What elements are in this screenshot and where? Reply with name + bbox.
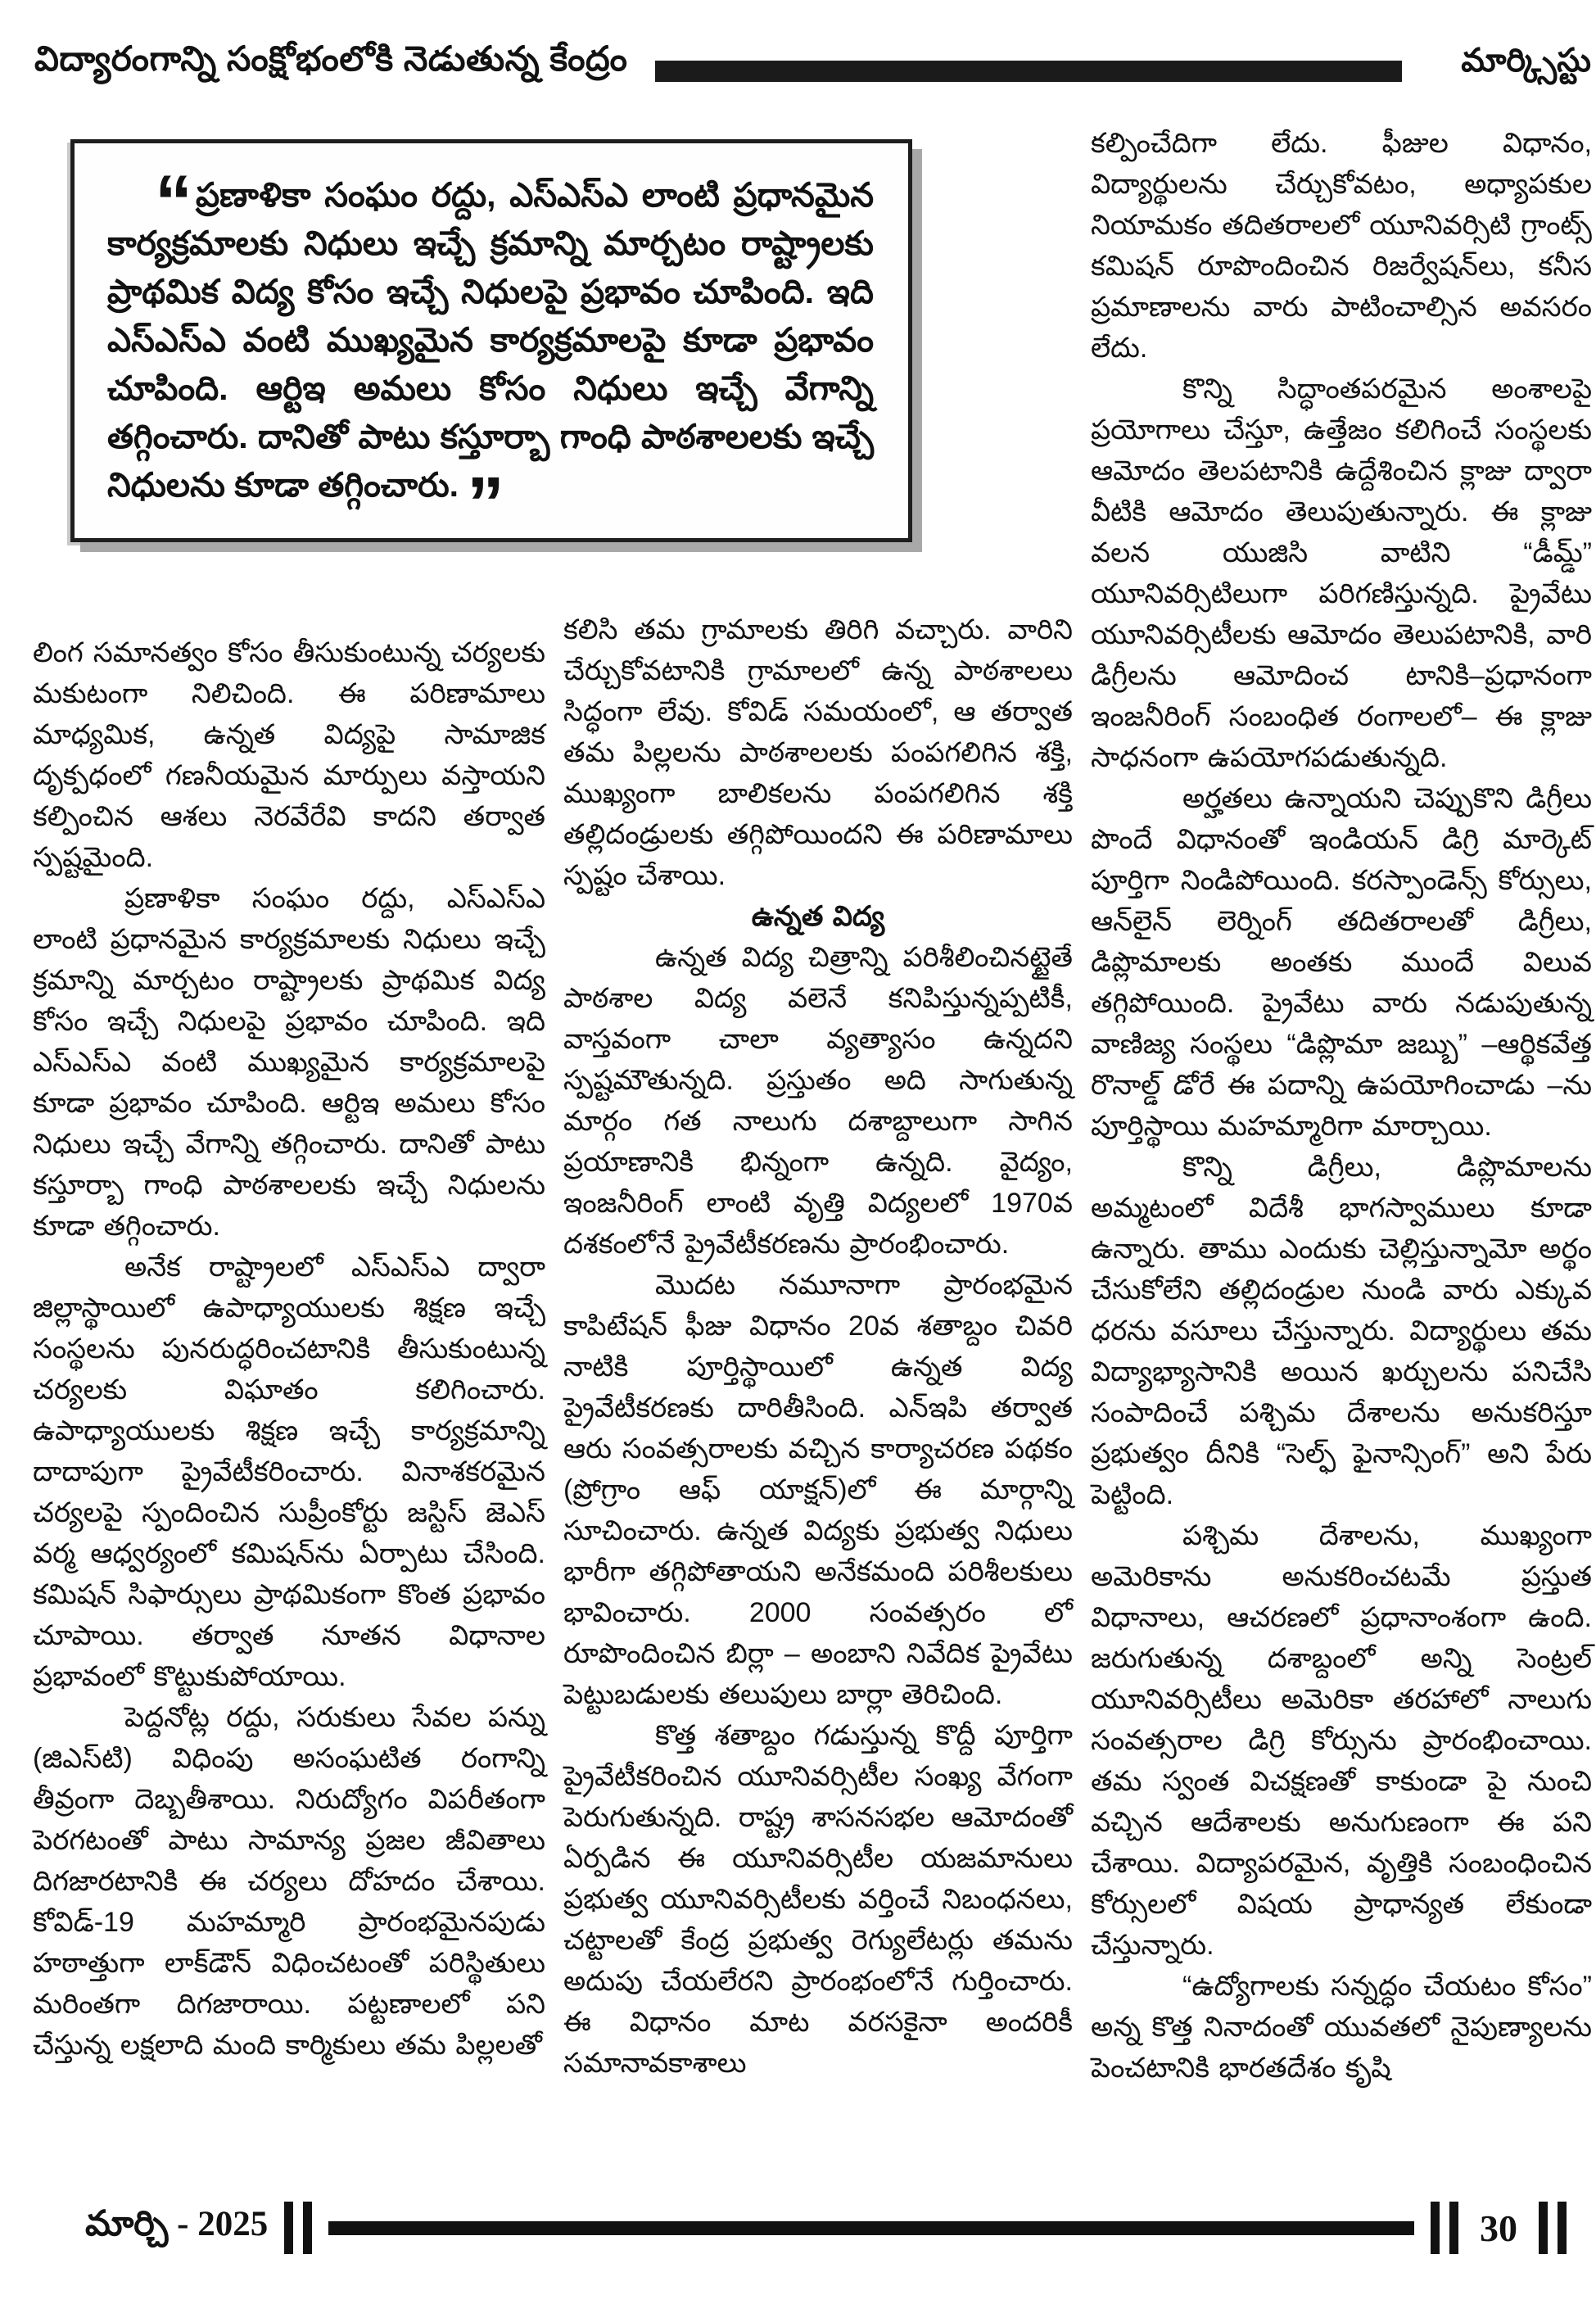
paragraph: లింగ సమానత్వం కోసం తీసుకుంటున్న చర్యలకు మకుటంగా నిలిచింది. ఈ పరిణామాలు మాధ్యమిక, ఉన్నత విద్యపై సామాజిక దృక్పధంలో గణనీయమైన మార్పులు వస్తాయని కల్పించిన ఆశలు నెరవేరేవి కాదని తర్వాత స్పష్టమైంది.	[33, 637, 545, 873]
magazine-name: మార్క్సిస్టు	[1461, 43, 1591, 79]
footer-rule	[328, 2221, 1414, 2235]
text-column-3	[1091, 123, 1592, 2089]
paragraph: మొదట నమూనాగా ప్రారంభమైన కాపిటేషన్ ఫీజు విధానం 20వ శతాబ్దం చివరి నాటికి పూర్తిస్థాయిలో ఉన్నత విద్య ప్రైవేటీకరణకు దారితీసింది. ఎన్‌ఇపి తర్వాత ఆరు సంవత్సరాలకు వచ్చిన కార్యాచరణ పథకం (ప్రోగ్రాం ఆఫ్ యాక్షన్)లో ఈ మార్గాన్ని సూచించారు. ఉన్నత విద్యకు ప్రభుత్వ నిధులు భారీగా తగ్గిపోతాయని అనేకమంది పరిశీలకులు భావించారు. 2000 సంవత్సరం లో రూపొందించిన బిర్లా – అంబాని నివేదిక ప్రైవేటు పెట్టుబడులకు తలుపులు బార్లా తెరిచింది.	[563, 1270, 1073, 1710]
paragraph: పశ్చిమ దేశాలను, ముఖ్యంగా అమెరికాను అనుకరించటమే ప్రస్తుత విధానాలు, ఆచరణలో ప్రధానాంశంగా ఉంది. జరుగుతున్న దశాబ్దంలో అన్ని సెంట్రల్ యూనివర్సిటీలు అమెరికా తరహాలో నాలుగు సంవత్సరాల డిగ్రి కోర్సును ప్రారంభించాయి. తమ స్వంత విచక్షణతో కాకుండా పై నుంచి వచ్చిన ఆదేశాలకు అనుగుణంగా ఈ పని చేశాయి. విద్యాపరమైన, వృత్తికి సంబంధించిన కోర్సులలో విషయ ప్రాధాన్యత లేకుండా చేస్తున్నారు.	[1091, 1520, 1592, 1961]
text-column-2	[563, 609, 1073, 2084]
paragraph: “ఉద్యోగాలకు సన్నద్ధం చేయటం కోసం” అన్న కొత్త నినాదంతో యువతలో నైపుణ్యాలను పెంచటానికి భారతదేశం కృషి	[1091, 1971, 1592, 2084]
pull-quote-body: ప్రణాళికా సంఘం రద్దు, ఎస్ఎస్ఎ లాంటి ప్రధానమైన కార్యక్రమాలకు నిధులు ఇచ్చే క్రమాన్ని మార్చటం రాష్ట్రాలకు ప్రాథమిక విద్య కోసం ఇచ్చే నిధులపై ప్రభావం చూపింది. ఇది ఎస్ఎస్ఎ వంటి ముఖ్యమైన కార్యక్రమాలపై కూడా ప్రభావం చూపింది. ఆర్టిఇ అమలు కోసం నిధులు ఇచ్చే వేగాన్ని తగ్గించారు. దానితో పాటు కస్తూర్బా గాంధి పాఠశాలలకు ఇచ్చే నిధులను కూడా తగ్గించారు.	[107, 176, 874, 504]
paragraph: ఉన్నత విద్య చిత్రాన్ని పరిశీలించినట్టైతే పాఠశాల విద్య వలెనే కనిపిస్తున్నప్పటికీ, వాస్తవంగా చాలా వ్యత్యాసం ఉన్నదని స్పష్టమౌతున్నది. ప్రస్తుతం అది సాగుతున్న మార్గం గత నాలుగు దశాబ్దాలుగా సాగిన ప్రయాణానికి భిన్నంగా ఉన్నది. వైద్యం, ఇంజనీరింగ్ లాంటి వృత్తి విద్యలలో 1970వ దశకంలోనే ప్రైవేటీకరణను ప్రారంభించారు.	[563, 942, 1073, 1260]
header-divider-bar	[655, 61, 1402, 82]
paragraph: కల్పించేదిగా లేదు. ఫీజుల విధానం, విద్యార్థులను చేర్చుకోవటం, అధ్యాపకుల నియామకం తదితరాలలో యూనివర్సిటి గ్రాంట్స్ కమిషన్ రూపొందించిన రిజర్వేషన్‌లు, కనీస ప్రమాణాలను వారు పాటించాల్సిన అవసరం లేదు.	[1091, 128, 1592, 364]
paragraph: కలిసి తమ గ్రామాలకు తిరిగి వచ్చారు. వారిని చేర్చుకోవటానికి గ్రామాలలో ఉన్న పాఠశాలలు సిద్ధంగా లేవు. కోవిడ్ సమయంలో, ఆ తర్వాత తమ పిల్లలను పాఠశాలలకు పంపగలిగిన శక్తి, ముఖ్యంగా బాలికలను పంపగలిగిన శక్తి తల్లిదండ్రులకు తగ్గిపోయిందని ఈ పరిణామాలు స్పష్టం చేశాయి.	[563, 614, 1073, 891]
paragraph: పెద్దనోట్ల రద్దు, సరుకులు సేవల పన్ను (జిఎస్‌టి) విధింపు అసంఘటిత రంగాన్ని తీవ్రంగా దెబ్బతీశాయి. నిరుద్యోగం విపరీతంగా పెరగటంతో పాటు సామాన్య ప్రజల జీవితాలు దిగజారటానికి ఈ చర్యలు దోహదం చేశాయి. కోవిడ్-19 మహమ్మారి ప్రారంభమైనపుడు హఠాత్తుగా లాక్‌డౌన్ విధించటంతో పరిస్థితులు మరింతగా దిగజారాయి. పట్టణాలలో పని చేస్తున్న లక్షలాది మంది కార్మికులు తమ పిల్లలతో	[33, 1702, 545, 2061]
pull-quote-text	[107, 161, 874, 545]
footer-divider-bars-icon	[1431, 2202, 1458, 2254]
open-quote-icon: “	[155, 161, 189, 244]
paragraph: కొత్త శతాబ్దం గడుస్తున్న కొద్దీ పూర్తిగా ప్రైవేటీకరించిన యూనివర్సిటీల సంఖ్య వేగంగా పెరుగుతున్నది. రాష్ట్ర శాసనసభల ఆమోదంతో ఏర్పడిన ఈ యూనివర్సిటీల యజమానులు ప్రభుత్వ యూనివర్సిటీలకు వర్తించే నిబంధనలు, చట్టాలతో కేంద్ర ప్రభుత్వ రెగ్యులేటర్లు తమను అదుపు చేయలేరని ప్రారంభంలోనే గుర్తించారు. ఈ విధానం మాట వరసకైనా అందరికీ సమానావకాశాలు	[563, 1720, 1073, 2079]
pull-quote-box	[70, 139, 912, 545]
footer-issue-label: మార్చి - 2025	[85, 2204, 269, 2243]
footer-divider-bars-icon	[284, 2202, 312, 2254]
page-header-title: విద్యారంగాన్ని సంక్షోభంలోకి నెడుతున్న కేంద్రం	[34, 39, 628, 78]
text-column-1	[33, 632, 545, 2066]
footer-divider-bars-icon	[1539, 2202, 1567, 2254]
paragraph: ప్రణాళికా సంఘం రద్దు, ఎస్ఎస్ఎ లాంటి ప్రధానమైన కార్యక్రమాలకు నిధులు ఇచ్చే క్రమాన్ని మార్చటం రాష్ట్రాలకు ప్రాథమిక విద్య కోసం ఇచ్చే నిధులపై ప్రభావం చూపింది. ఇది ఎస్ఎస్ఎ వంటి ముఖ్యమైన కార్యక్రమాలపై కూడా ప్రభావం చూపింది. ఆర్టిఇ అమలు కోసం నిధులు ఇచ్చే వేగాన్ని తగ్గించారు. దానితో పాటు కస్తూర్బా గాంధి పాఠశాలలకు ఇచ్చే నిధులను కూడా తగ్గించారు.	[33, 883, 545, 1242]
paragraph: కొన్ని సిద్ధాంతపరమైన అంశాలపై ప్రయోగాలు చేస్తూ, ఉత్తేజం కలిగించే సంస్థలకు ఆమోదం తెలపటానికి ఉద్దేశించిన క్లాజు ద్వారా వీటికి ఆమోదం తెలుపుతున్నారు. ఈ క్లాజు వలన యుజిసి వాటిని “డీమ్డ్” యూనివర్సిటిలుగా పరిగణిస్తున్నది. ప్రైవేటు యూనివర్సిటీలకు ఆమోదం తెలుపటానికి, వారి డిగ్రీలను ఆమోదించ టానికి–ప్రధానంగా ఇంజనీరింగ్ సంబంధిత రంగాలలో– ఈ క్లాజు సాధనంగా ఉపయోగపడుతున్నది.	[1091, 373, 1592, 773]
page-number: 30	[1480, 2207, 1517, 2249]
close-quote-icon: ”	[467, 462, 502, 545]
section-heading: ఉన్నత విద్య	[751, 901, 885, 932]
paragraph: అర్హతలు ఉన్నాయని చెప్పుకొని డిగ్రీలు పొందే విధానంతో ఇండియన్ డిగ్రి మార్కెట్ పూర్తిగా నిండిపోయింది. కరస్పాండెన్స్ కోర్సులు, ఆన్‌లైన్ లెర్నింగ్ తదితరాలతో డిగ్రీలు, డిప్లొమాలకు అంతకు ముందే విలువ తగ్గిపోయింది. ప్రైవేటు వారు నడుపుతున్న వాణిజ్య సంస్థలు “డిప్లొమా జబ్బు” –ఆర్థికవేత్త రొనాల్డ్ డోరే ఈ పదాన్ని ఉపయోగించాడు –ను పూర్తిస్థాయి మహమ్మారిగా మార్చాయి.	[1091, 783, 1592, 1142]
paragraph: అనేక రాష్ట్రాలలో ఎస్ఎస్ఎ ద్వారా జిల్లాస్థాయిలో ఉపాధ్యాయులకు శిక్షణ ఇచ్చే సంస్థలను పునరుద్ధరించటానికి తీసుకుంటున్న చర్యలకు విఘాతం కలిగించారు. ఉపాధ్యాయులకు శిక్షణ ఇచ్చే కార్యక్రమాన్ని దాదాపుగా ప్రైవేటీకరించారు. వినాశకరమైన చర్యలపై స్పందించిన సుప్రీంకోర్టు జస్టిస్ జెఎస్ వర్మ ఆధ్వర్యంలో కమిషన్‌ను ఏర్పాటు చేసింది. కమిషన్ సిఫార్సులు ప్రాథమికంగా కొంత ప్రభావం చూపాయి. తర్వాత నూతన విధానాల ప్రభావంలో కొట్టుకుపోయాయి.	[33, 1252, 545, 1692]
page-footer	[85, 2197, 1567, 2259]
paragraph: కొన్ని డిగ్రీలు, డిప్లొమాలను అమ్మటంలో విదేశీ భాగస్వాములు కూడా ఉన్నారు. తాము ఎందుకు చెల్లిస్తున్నామో అర్థం చేసుకోలేని తల్లిదండ్రుల నుండి వారు ఎక్కువ ధరను వసూలు చేస్తున్నారు. విద్యార్థులు తమ విద్యాభ్యాసానికి అయిన ఖర్చులను పనిచేసి సంపాదించే పశ్చిమ దేశాలను అనుకరిస్తూ ప్రభుత్వం దీనికి “సెల్ఫ్ ఫైనాన్సింగ్” అని పేరు పెట్టింది.	[1091, 1152, 1592, 1510]
